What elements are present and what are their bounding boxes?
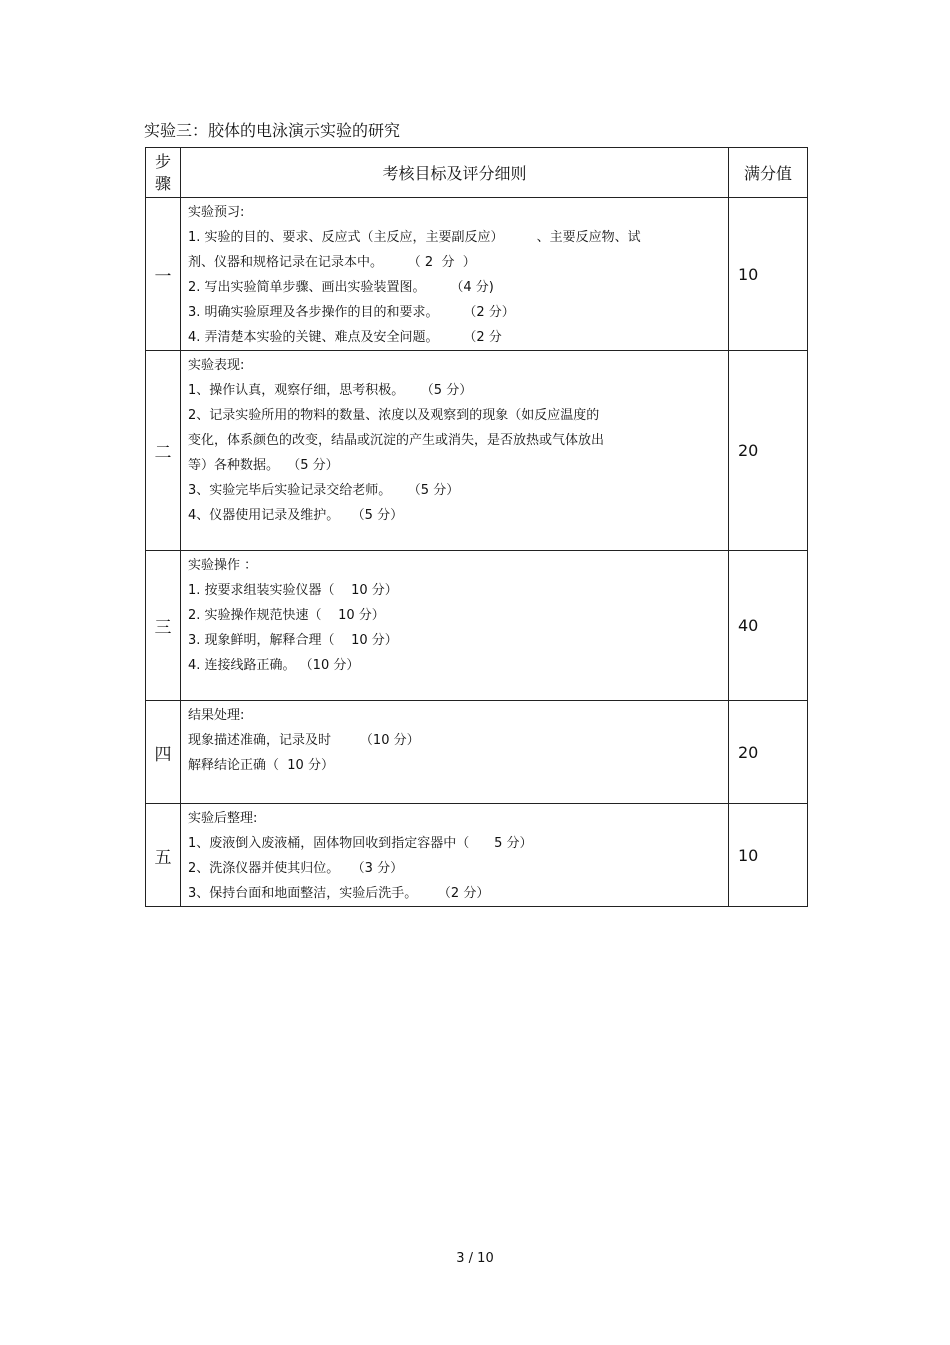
criteria-line: 实验操作 ： (188, 558, 258, 573)
header-criteria: 考核目标及评分细则 (181, 148, 729, 198)
criteria-cell (181, 551, 729, 701)
criteria-cell (181, 804, 729, 907)
criteria-line: 3、保持台面和地面整洁，实验后洗手。 （2 分） (188, 886, 490, 901)
criteria-line: 3、实验完毕后实验记录交给老师。 （5 分） (188, 483, 460, 498)
criteria-line: 4. 弄清楚本实验的关键、难点及安全问题。 （2 分 (188, 330, 502, 345)
score-cell: 10 (729, 804, 808, 907)
table-header-row (146, 148, 808, 198)
step-cell: 二 (146, 351, 181, 551)
step-cell: 一 (146, 198, 181, 351)
score-cell: 20 (729, 351, 808, 551)
criteria-line: 2. 实验操作规范快速（ 10 分） (188, 608, 385, 623)
table-row (146, 701, 808, 804)
header-step: 步 骤 (146, 148, 181, 198)
table-row (146, 351, 808, 551)
step-cell: 三 (146, 551, 181, 701)
step-cell: 五 (146, 804, 181, 907)
step-cell: 四 (146, 701, 181, 804)
score-cell: 40 (729, 551, 808, 701)
criteria-line: 变化，体系颜色的改变，结晶或沉淀的产生或消失，是否放热或气体放出 (188, 433, 605, 448)
criteria-line: 实验后整理: (188, 811, 258, 826)
table-row (146, 551, 808, 701)
score-cell: 20 (729, 701, 808, 804)
criteria-line: 4. 连接线路正确。 （10 分） (188, 658, 360, 673)
table-row (146, 804, 808, 907)
criteria-cell (181, 701, 729, 804)
criteria-line: 1. 按要求组装实验仪器（ 10 分） (188, 583, 398, 598)
criteria-line: 实验表现: (188, 358, 245, 373)
criteria-line: 解释结论正确（ 10 分） (188, 758, 334, 773)
criteria-line: 3. 明确实验原理及各步操作的目的和要求。 （2 分） (188, 305, 515, 320)
criteria-cell (181, 351, 729, 551)
page-number: 3 / 10 (456, 1251, 494, 1266)
criteria-line: 3. 现象鲜明，解释合理（ 10 分） (188, 633, 398, 648)
criteria-line: 1、废液倒入废液桶，固体物回收到指定容器中（ 5 分） (188, 836, 533, 851)
criteria-cell (181, 198, 729, 351)
score-cell: 10 (729, 198, 808, 351)
document-title: 实验三：胶体的电泳演示实验的研究 (144, 121, 401, 140)
criteria-line: 1. 实验的目的、要求、反应式（主反应，主要副反应） 、主要反应物、试 (188, 230, 641, 245)
header-score: 满分值 (729, 148, 808, 198)
criteria-line: 2、洗涤仪器并使其归位。 （3 分） (188, 861, 404, 876)
criteria-line: 实验预习: (188, 205, 245, 220)
criteria-line: 4、仪器使用记录及维护。 （5 分） (188, 508, 404, 523)
criteria-line: 结果处理: (188, 708, 245, 723)
criteria-line: 1、操作认真，观察仔细，思考积极。 （5 分） (188, 383, 473, 398)
criteria-line: 2、记录实验所用的物料的数量、浓度以及观察到的现象（如反应温度的 (188, 408, 600, 423)
criteria-line: 2. 写出实验简单步骤、画出实验装置图。 （4 分) (188, 280, 494, 295)
table-row (146, 198, 808, 351)
criteria-line: 剂、仪器和规格记录在记录本中。 （ 2 分 ） (188, 255, 476, 270)
criteria-line: 等）各种数据。 （5 分） (188, 458, 339, 473)
scoring-table (145, 147, 808, 907)
criteria-line: 现象描述准确，记录及时 （10 分） (188, 733, 420, 748)
